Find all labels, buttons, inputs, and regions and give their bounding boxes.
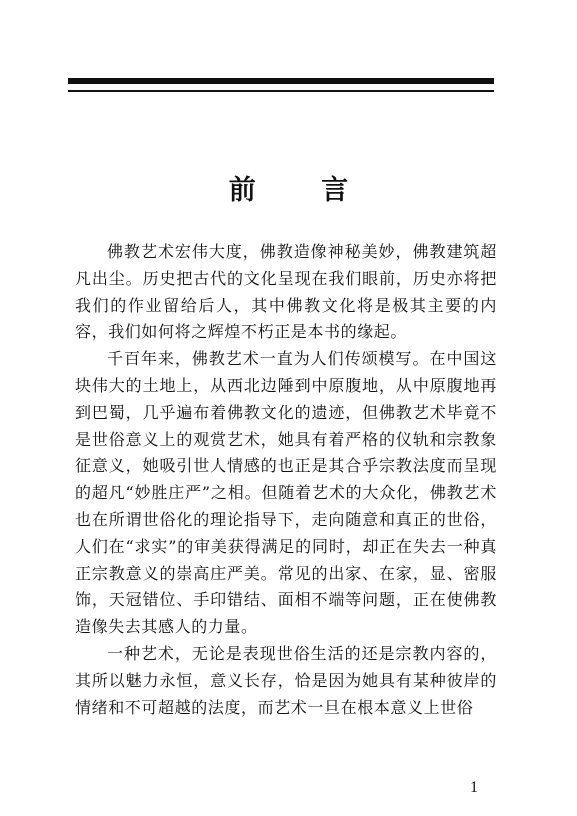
header-rule-thin xyxy=(68,90,494,92)
paragraph-3: 一种艺术，无论是表现世俗生活的还是宗教内容的，其所以魅力永恒，意义长存，恰是因为她具有某种彼岸的情绪和不可超越的法度，而艺术一旦在根本意义上世俗 xyxy=(75,643,497,717)
header-rule-thick xyxy=(68,78,494,84)
page-title: 前 言 xyxy=(228,175,377,206)
body-text xyxy=(75,239,497,721)
paragraph-1: 佛教艺术宏伟大度，佛教造像神秘美妙，佛教建筑超凡出尘。历史把古代的文化呈现在我们眼前，历史亦将把我们的作业留给后人，其中佛教文化将是极其主要的内容，我们如何将之辉煌不朽正是本书的缘起。 xyxy=(75,242,497,342)
paragraph-2: 千百年来，佛教艺术一直为人们传颂模写。在中国这块伟大的土地上，从西北边陲到中原腹地，从中原腹地再到巴蜀，几乎遍布着佛教文化的遗迹，但佛教艺术毕竟不是世俗意义上的观赏艺术，她具有着严格的仪轨和宗教象征意义，她吸引世人情感的也正是其合乎宗教法度而呈现的超凡“妙胜庄严”之相。但随着艺术的大众化，佛教艺术也在所谓世俗化的理论指导下，走向随意和真正的世俗，人们在“求实”的审美获得满足的同时，却正在失去一种真正宗教意义的崇高庄严美。常见的出家、在家，显、密服饰，天冠错位、手印错结、面相不端等问题，正在使佛教造像失去其感人的力量。 xyxy=(75,349,497,637)
page-number: 1 xyxy=(470,779,478,796)
